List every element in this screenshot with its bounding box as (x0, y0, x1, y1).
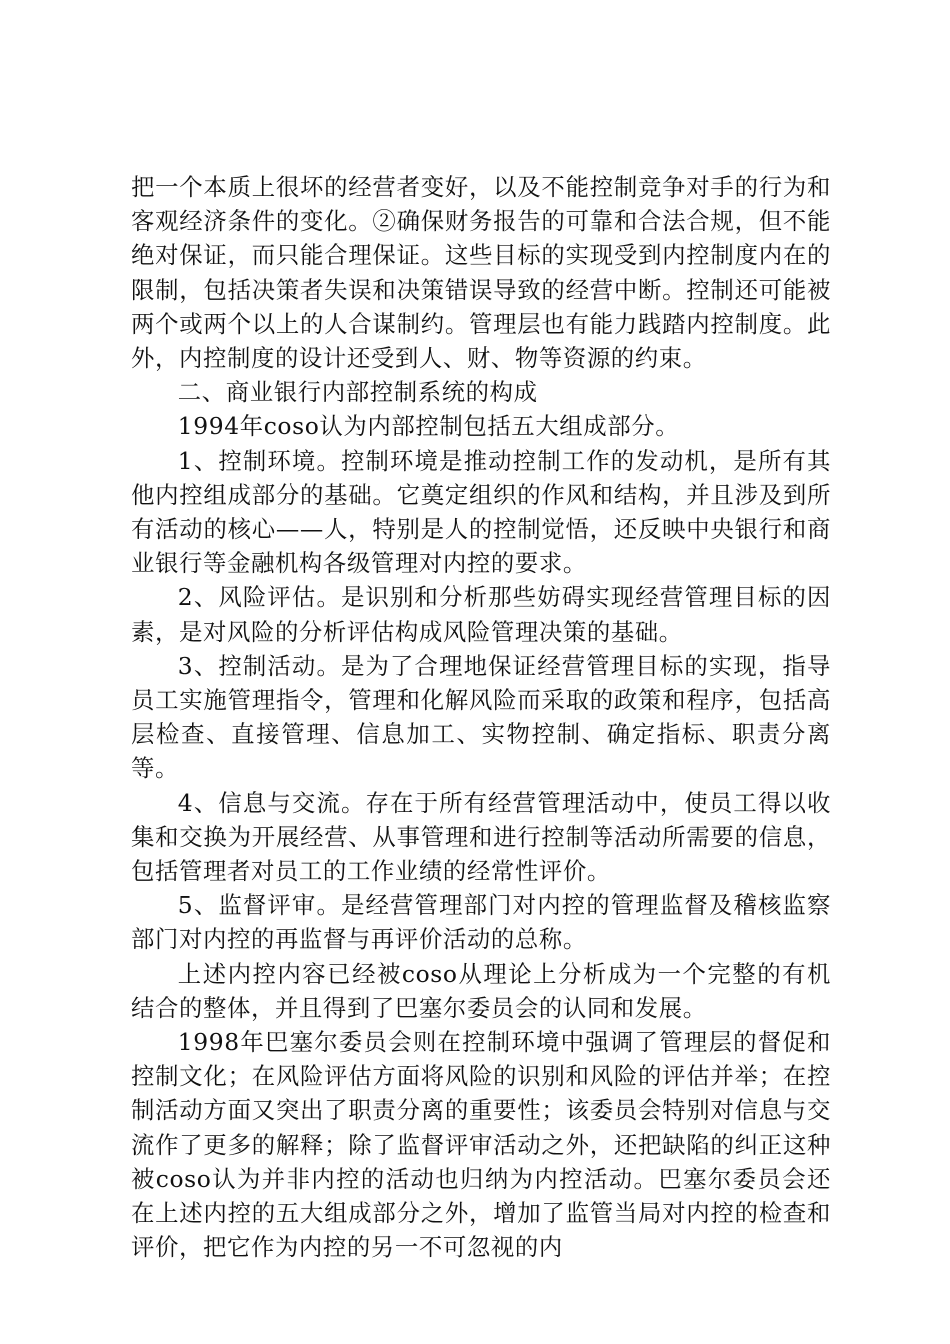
paragraph-monitoring: 5、监督评审。是经营管理部门对内控的管理监督及稽核监察部门对内控的再监督与再评价活动的总称。 (131, 891, 831, 954)
paragraph-control-environment: 1、控制环境。控制环境是推动控制工作的发动机，是所有其他内控组成部分的基础。它奠定组织的作风和结构，并且涉及到所有活动的核心——人，特别是人的控制觉悟，还反映中央银行和商业银行等金融机构各级管理对内控的要求。 (131, 446, 831, 578)
section-heading: 二、商业银行内部控制系统的构成 (177, 378, 538, 407)
paragraph-risk-assessment: 2、风险评估。是识别和分析那些妨碍实现经营管理目标的因素，是对风险的分析评估构成风险管理决策的基础。 (131, 583, 831, 646)
paragraph-coso-1994: 1994年coso认为内部控制包括五大组成部分。 (177, 412, 680, 441)
paragraph-control-activities: 3、控制活动。是为了合理地保证经营管理目标的实现，指导员工实施管理指令，管理和化解风险而采取的政策和程序，包括高层检查、直接管理、信息加工、实物控制、确定指标、职责分离等。 (131, 651, 831, 783)
paragraph-intro-continuation: 把一个本质上很坏的经营者变好，以及不能控制竞争对手的行为和客观经济条件的变化。②确保财务报告的可靠和合法合规，但不能绝对保证，而只能合理保证。这些目标的实现受到内控制度内在的限制，包括决策者失误和决策错误导致的经营中断。控制还可能被两个或两个以上的人合谋制约。管理层也有能力践踏内控制度。此外，内控制度的设计还受到人、财、物等资源的约束。 (131, 173, 831, 373)
paragraph-information-communication: 4、信息与交流。存在于所有经营管理活动中，使员工得以收集和交换为开展经营、从事管理和进行控制等活动所需要的信息，包括管理者对员工的工作业绩的经常性评价。 (131, 788, 831, 886)
paragraph-summary: 上述内控内容已经被coso从理论上分析成为一个完整的有机结合的整体，并且得到了巴塞尔委员会的认同和发展。 (131, 959, 831, 1022)
document-body (131, 170, 831, 1265)
paragraph-basel-1998: 1998年巴塞尔委员会则在控制环境中强调了管理层的督促和控制文化；在风险评估方面将风险的识别和风险的评估并举；在控制活动方面又突出了职责分离的重要性；该委员会特别对信息与交流作了更多的解释；除了监督评审活动之外，还把缺陷的纠正这种被coso认为并非内控的活动也归纳为内控活动。巴塞尔委员会还在上述内控的五大组成部分之外，增加了监管当局对内控的检查和评价，把它作为内控的另一不可忽视的内 (131, 1028, 831, 1262)
